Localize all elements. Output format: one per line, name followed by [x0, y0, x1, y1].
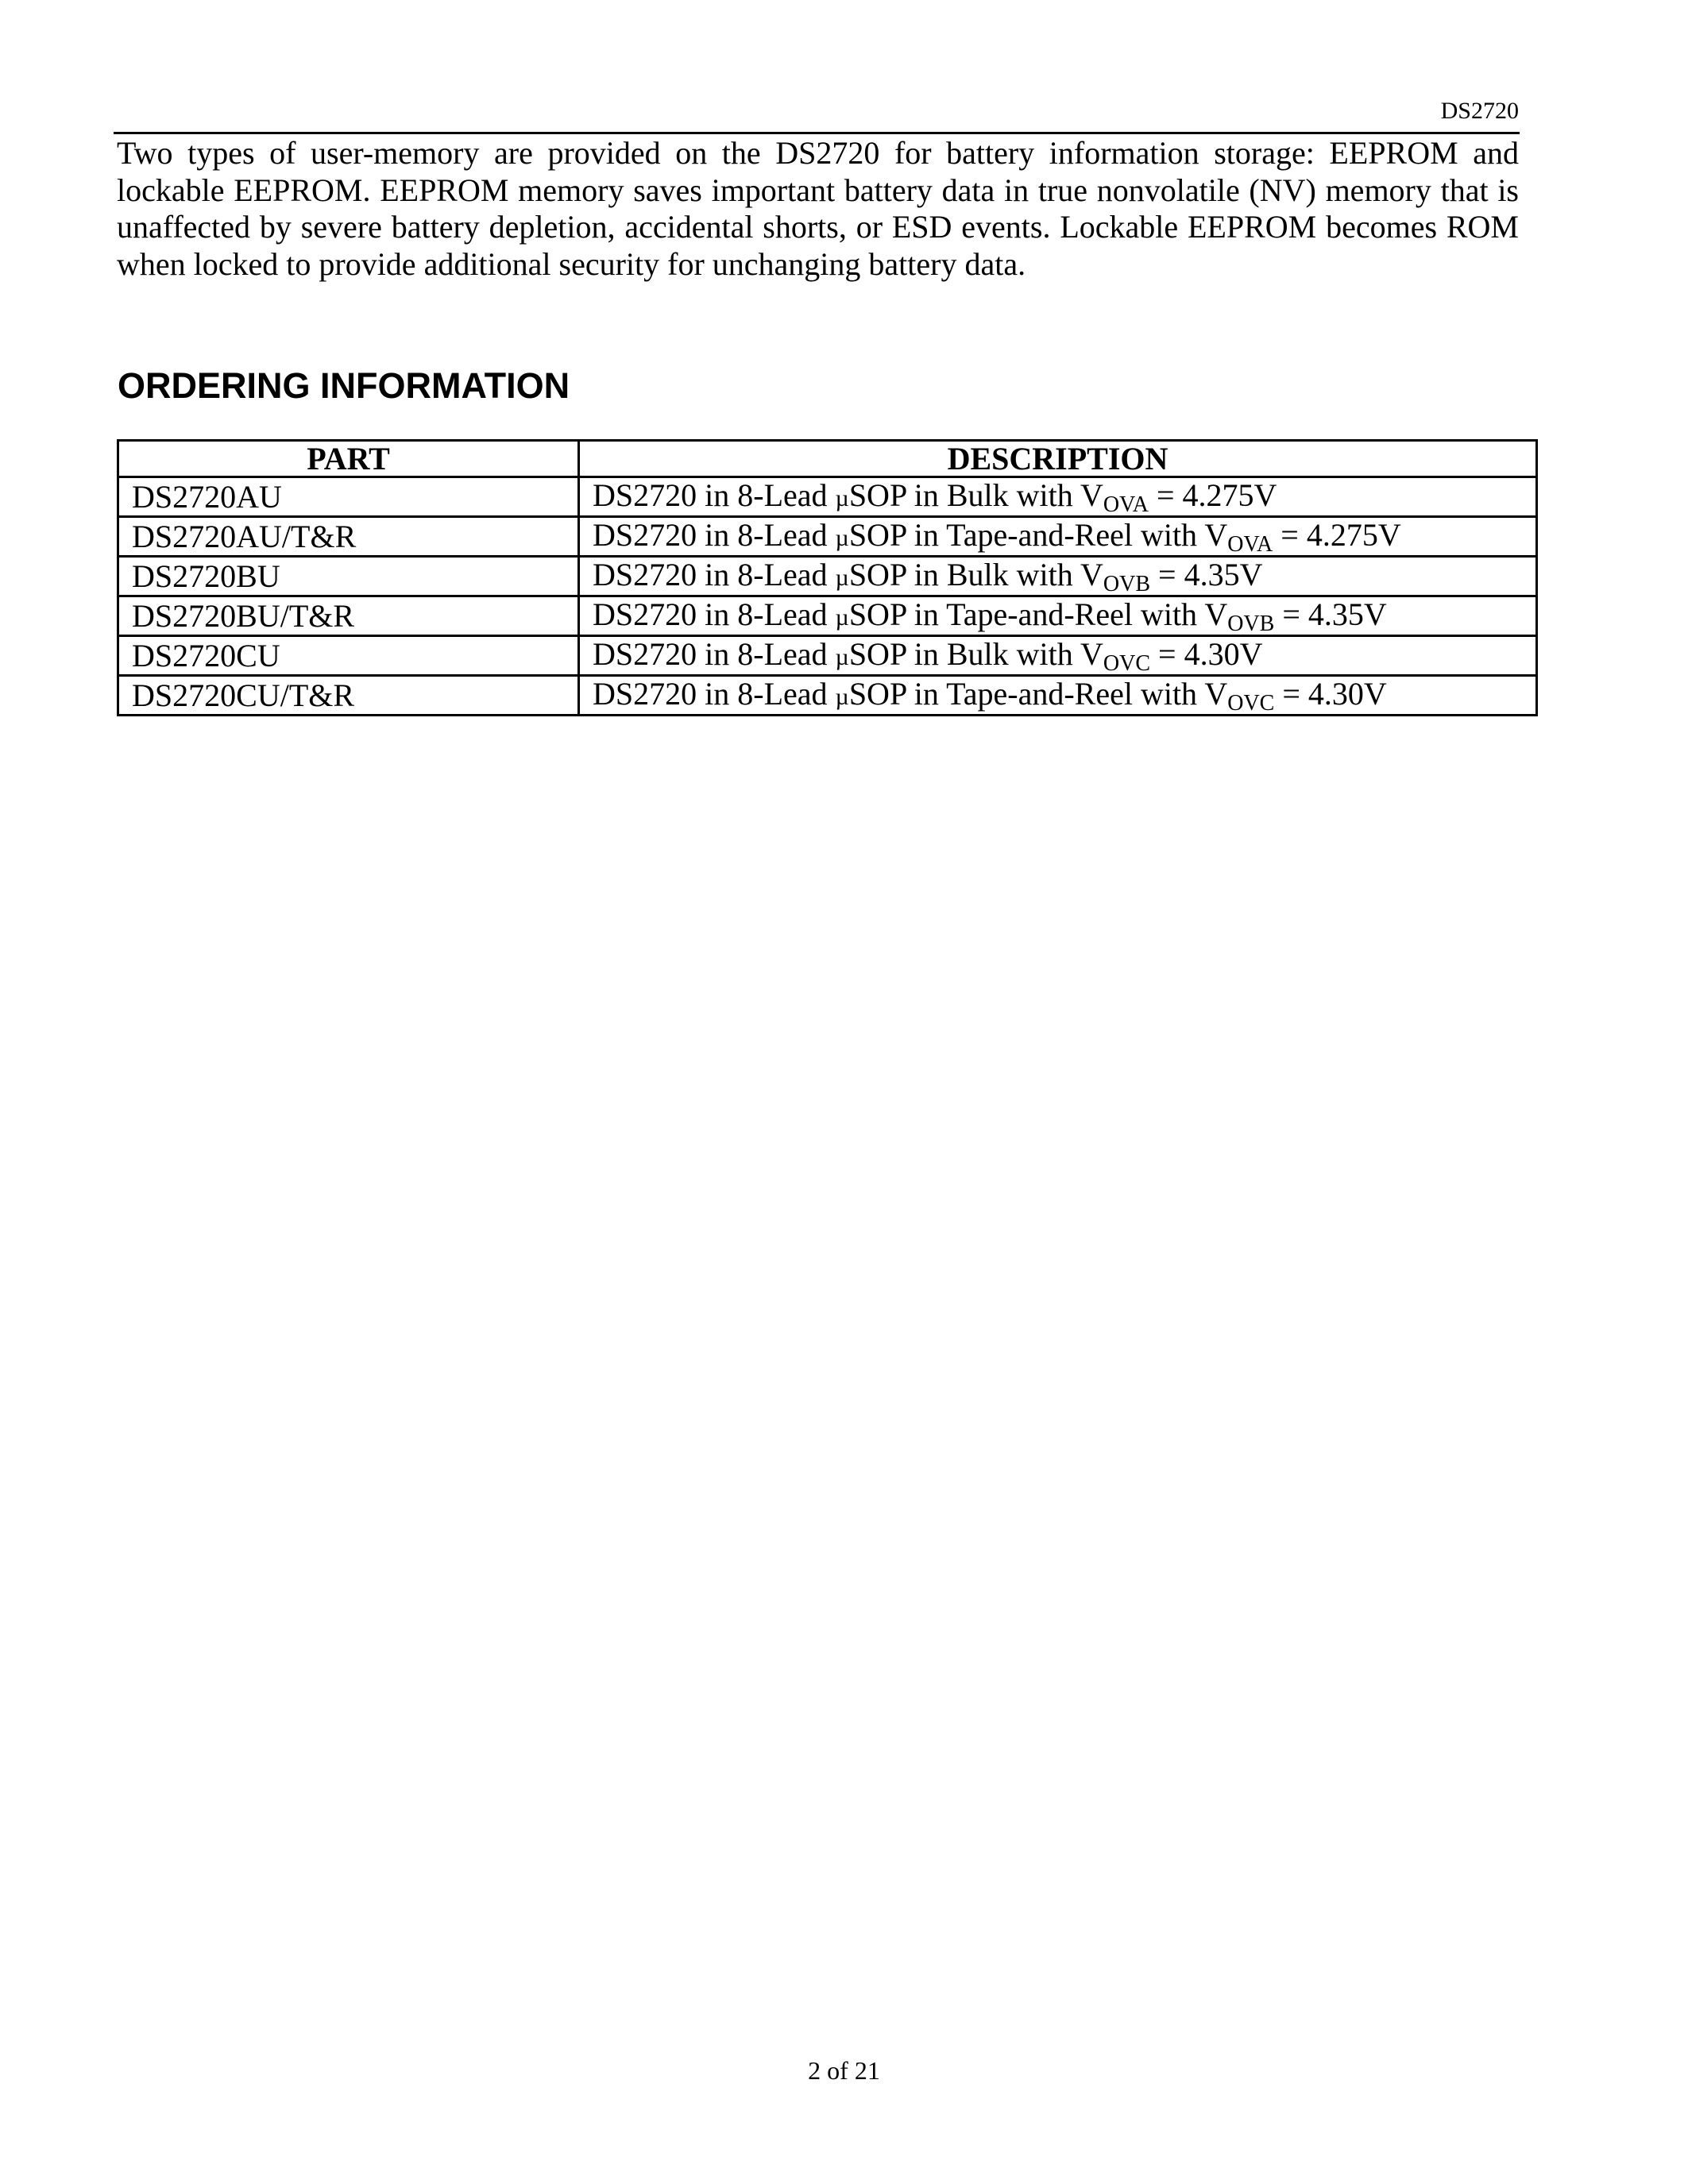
table-row [118, 636, 1537, 676]
description-cell [579, 517, 1537, 557]
description-cell [579, 636, 1537, 676]
micro-symbol: µ [835, 684, 849, 710]
voltage-value: = 4.30V [1150, 636, 1263, 672]
table-row [118, 517, 1537, 557]
voltage-subscript: OVC [1227, 691, 1275, 716]
micro-symbol: µ [835, 525, 849, 551]
part-number-cell: DS2720CU/T&R [118, 676, 579, 716]
description-text: DS2720 in 8-Lead [593, 676, 836, 712]
table-row [118, 477, 1537, 517]
intro-paragraph: Two types of user-memory are provided on the DS2720 for battery information storage: EEPROM and lockable EEPROM. EEPROM memory saves important battery data in true nonvolatile (NV) memory that is unaffected by severe battery depletion, accidental shorts, or ESD events. Lockable EEPROM becomes ROM when locked to provide additional security for unchanging battery data. [117, 135, 1519, 282]
column-header-part: PART [118, 441, 579, 477]
table-header-row [118, 441, 1537, 477]
description-cell [579, 557, 1537, 596]
micro-symbol: µ [835, 604, 849, 631]
description-text: SOP in Bulk with V [848, 477, 1103, 513]
voltage-value: = 4.275V [1148, 477, 1277, 513]
table-row [118, 596, 1537, 636]
part-number-cell: DS2720CU [118, 636, 579, 676]
voltage-value: = 4.35V [1274, 596, 1387, 632]
description-cell [579, 596, 1537, 636]
description-text: SOP in Bulk with V [848, 636, 1103, 672]
part-number-cell: DS2720BU [118, 557, 579, 596]
description-text: SOP in Tape-and-Reel with V [848, 596, 1228, 632]
micro-symbol: µ [835, 644, 849, 670]
description-text: DS2720 in 8-Lead [593, 517, 836, 553]
micro-symbol: µ [835, 565, 849, 591]
section-title-ordering-information: ORDERING INFORMATION [118, 365, 570, 406]
description-text: DS2720 in 8-Lead [593, 596, 836, 632]
part-number-cell: DS2720AU [118, 477, 579, 517]
description-text: SOP in Tape-and-Reel with V [848, 676, 1228, 712]
micro-symbol: µ [835, 485, 849, 511]
page-number: 2 of 21 [808, 2056, 880, 2085]
ordering-information-table [117, 439, 1538, 716]
description-text: DS2720 in 8-Lead [593, 636, 836, 672]
voltage-subscript: OVC [1103, 651, 1151, 676]
voltage-subscript: OVB [1227, 612, 1275, 636]
table-row [118, 676, 1537, 716]
description-cell [579, 477, 1537, 517]
description-text: SOP in Tape-and-Reel with V [848, 517, 1228, 553]
voltage-value: = 4.35V [1150, 557, 1263, 592]
column-header-description: DESCRIPTION [579, 441, 1537, 477]
page-header-doc-id: DS2720 [1440, 98, 1519, 124]
description-text: SOP in Bulk with V [848, 557, 1103, 592]
voltage-value: = 4.30V [1274, 676, 1387, 712]
description-text: DS2720 in 8-Lead [593, 557, 836, 592]
description-cell [579, 676, 1537, 716]
voltage-subscript: OVB [1103, 572, 1151, 596]
part-number-cell: DS2720BU/T&R [118, 596, 579, 636]
description-text: DS2720 in 8-Lead [593, 477, 836, 513]
header-rule [114, 132, 1520, 134]
table-row [118, 557, 1537, 596]
voltage-subscript: OVA [1103, 492, 1149, 517]
voltage-value: = 4.275V [1273, 517, 1401, 553]
part-number-cell: DS2720AU/T&R [118, 517, 579, 557]
voltage-subscript: OVA [1227, 532, 1273, 557]
